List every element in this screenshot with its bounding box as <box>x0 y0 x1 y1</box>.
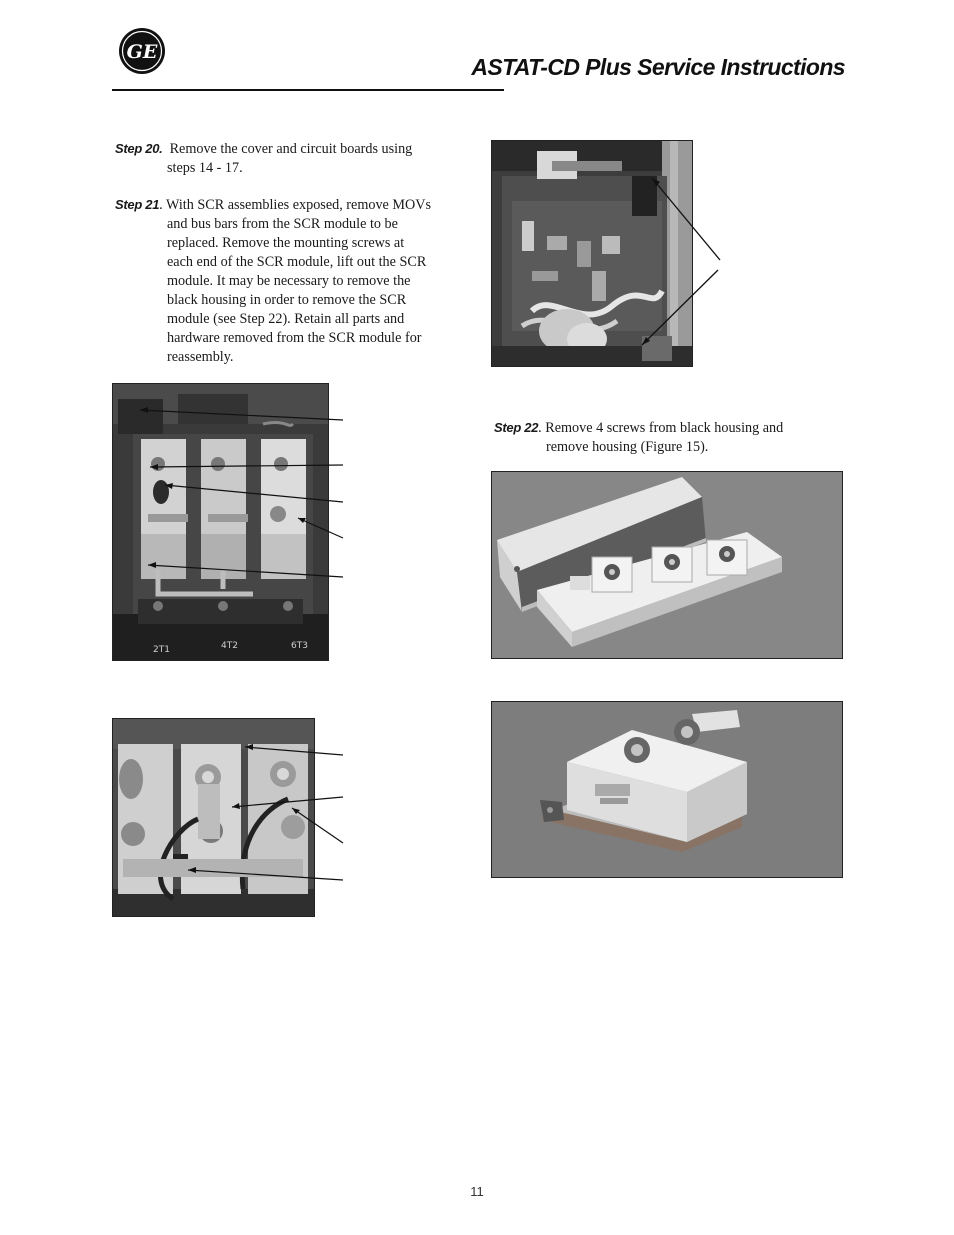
step-text: each end of the SCR module, lift out the SCR <box>167 254 427 270</box>
step-text: reassembly. <box>167 349 234 365</box>
step-label: Step 22 <box>494 420 539 435</box>
step-label: Step 20. <box>115 141 163 156</box>
scr-module-photo <box>491 701 843 878</box>
step-text: Remove the cover and circuit boards using <box>169 141 413 157</box>
terminal-label: 2T1 <box>153 645 170 655</box>
header-rule <box>112 89 504 91</box>
step-text: hardware removed from the SCR module for <box>167 330 422 346</box>
terminal-label: 6T3 <box>291 641 308 651</box>
step-text: steps 14 - 17. <box>167 160 243 176</box>
step-text: replaced. Remove the mounting screws at <box>167 235 405 251</box>
step-text: . Remove 4 screws from black housing and <box>538 420 784 436</box>
step-text: remove housing (Figure 15). <box>546 439 709 455</box>
circuit-board-callouts <box>630 170 730 360</box>
step-label: Step 21 <box>115 197 160 212</box>
step-22 <box>494 418 854 457</box>
step-21 <box>115 195 485 367</box>
step-text: module (see Step 22). Retain all parts and <box>167 311 405 327</box>
scr-housing-photo <box>491 471 843 659</box>
page-title: ASTAT-CD Plus Service Instructions <box>471 54 845 80</box>
step-text: and bus bars from the SCR module to be <box>167 216 398 232</box>
svg-text:GE: GE <box>126 41 158 63</box>
ge-logo <box>118 27 166 75</box>
step-text: black housing in order to remove the SCR <box>167 292 407 308</box>
terminal-label: 4T2 <box>221 641 238 651</box>
bus-bars-callouts <box>170 735 350 885</box>
step-20 <box>115 139 475 178</box>
step-text: . With SCR assemblies exposed, remove MOVs <box>159 197 432 213</box>
page-number: 11 <box>470 1184 484 1199</box>
step-text: module. It may be necessary to remove the <box>167 273 411 289</box>
scr-assembly-callouts <box>140 405 350 585</box>
